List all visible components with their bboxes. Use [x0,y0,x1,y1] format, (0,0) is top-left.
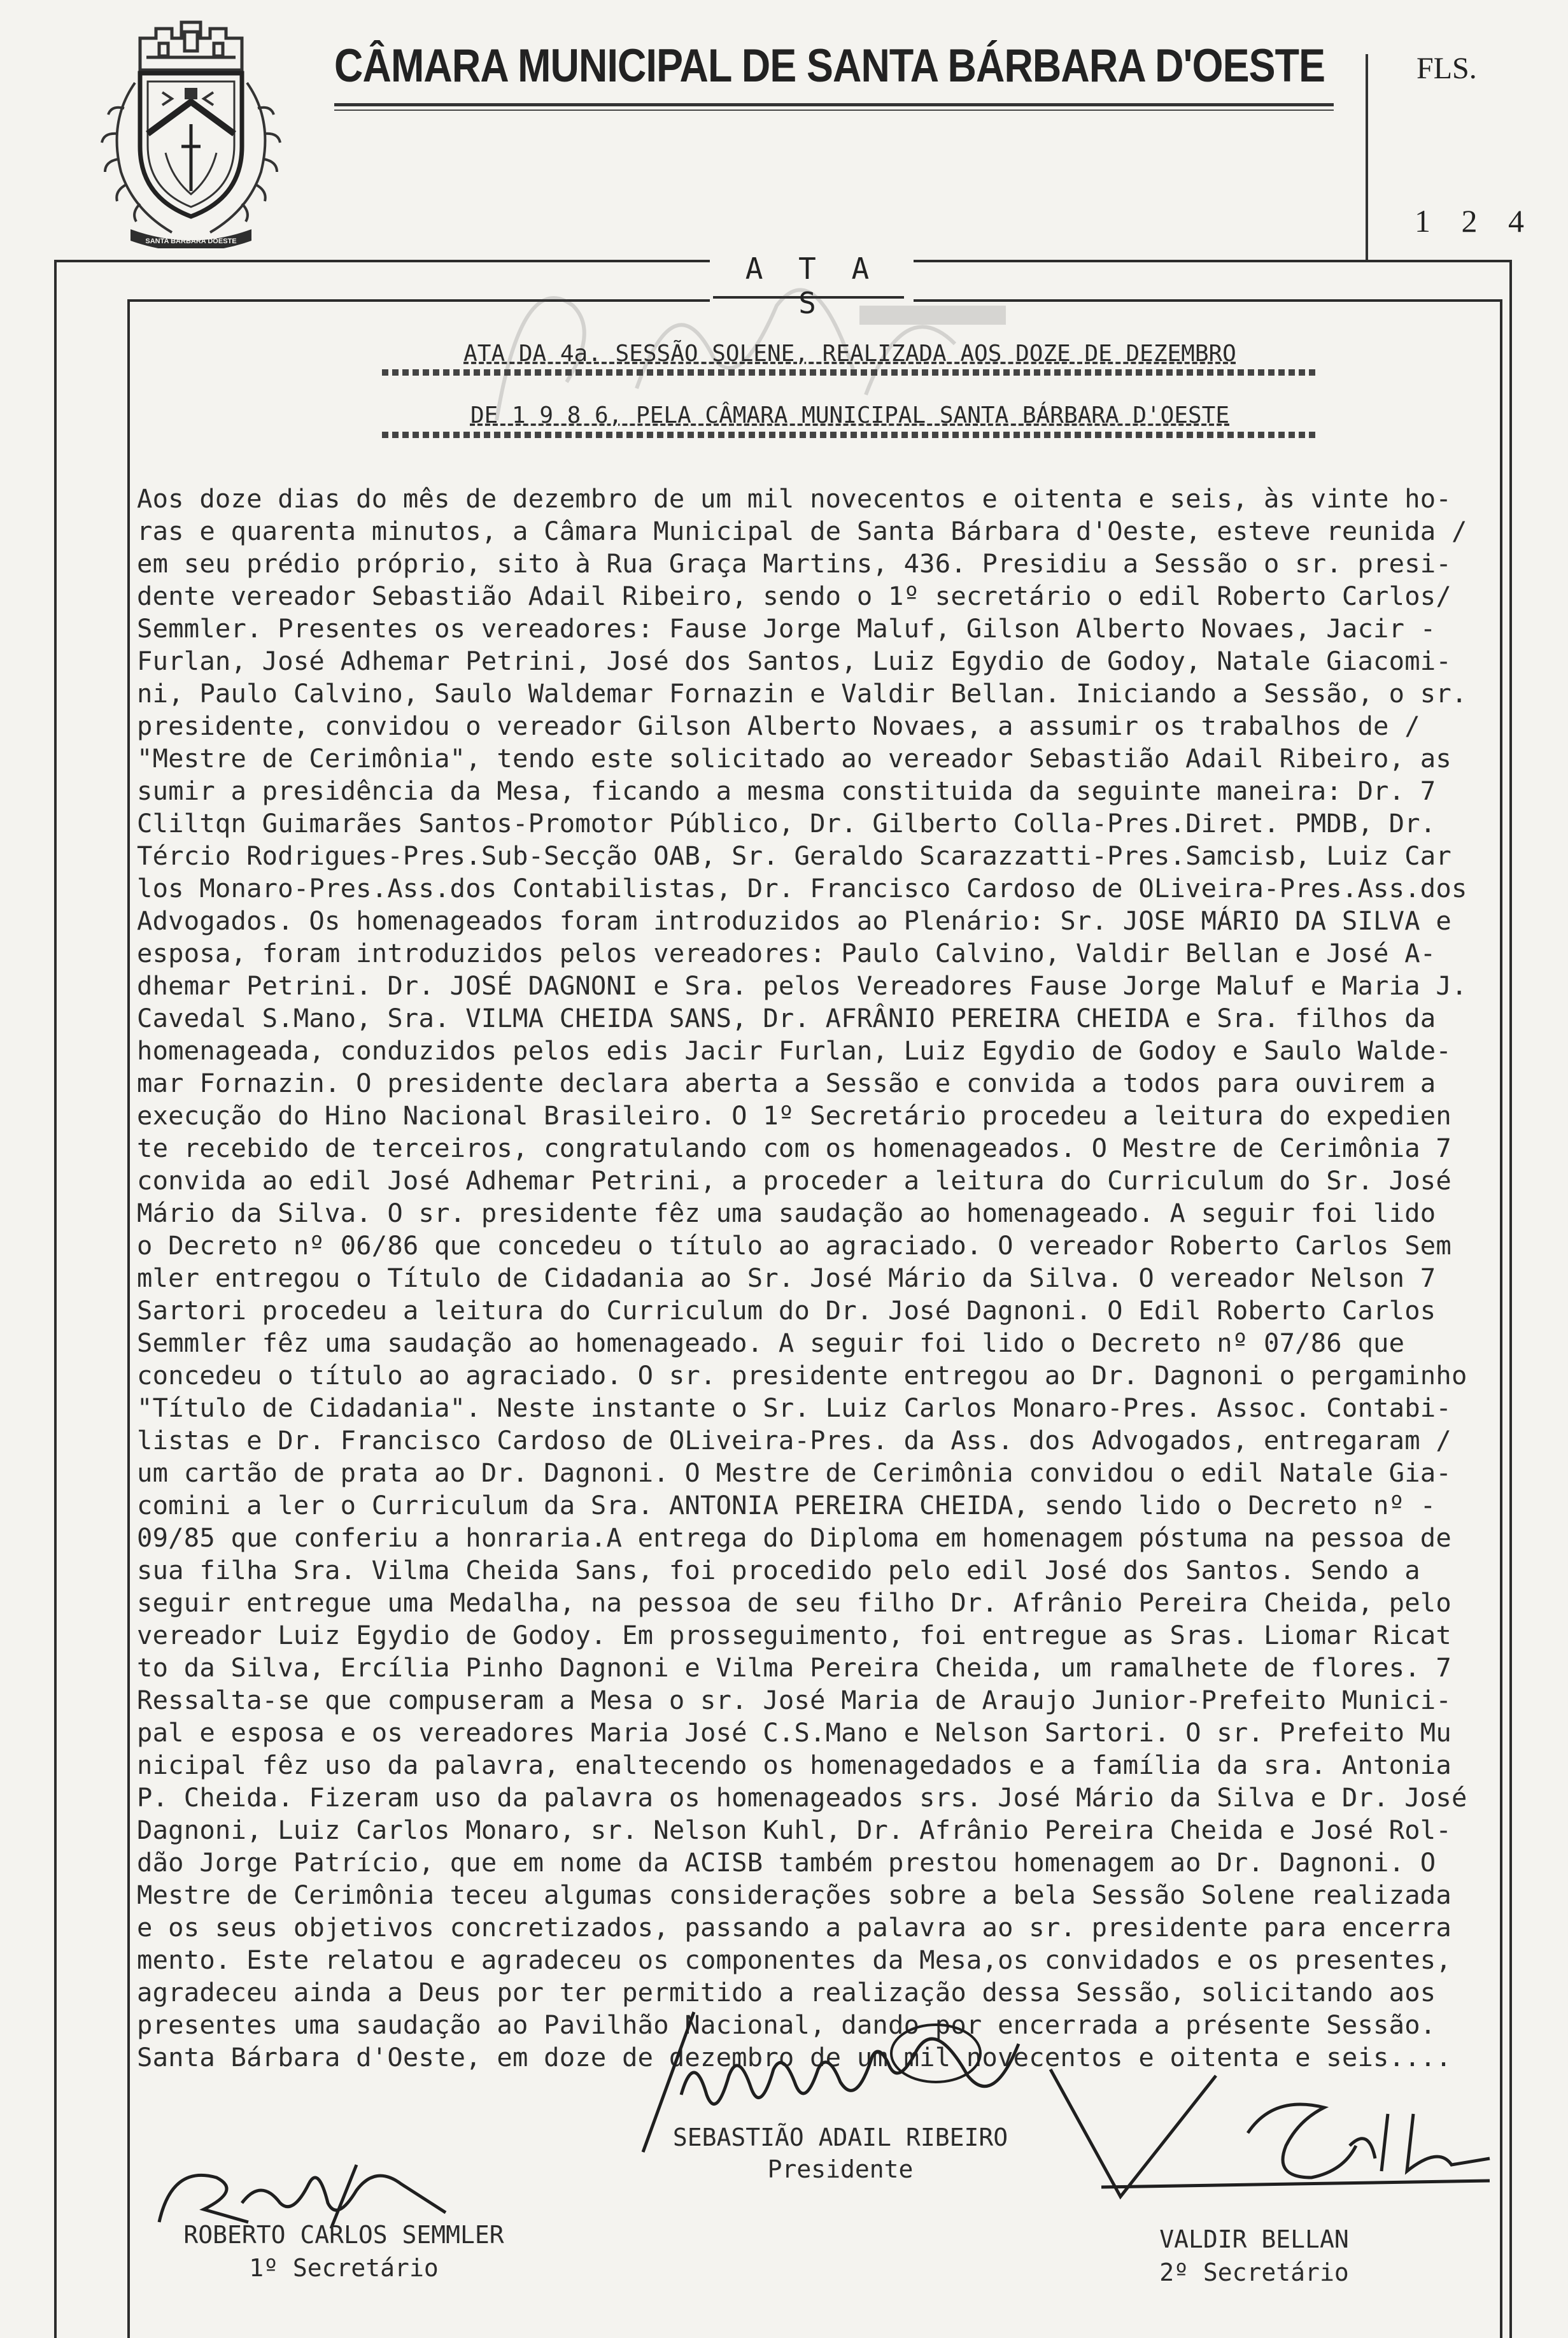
minutes-line: dhemar Petrini. Dr. JOSÉ DAGNONI e Sra. pelos Vereadores Fause Jorge Maluf e Maria J. [137,970,1467,1001]
minutes-line: Sartori procedeu a leitura do Curriculum do Dr. José Dagnoni. O Edil Roberto Carlos [137,1295,1436,1326]
header-underline-thin [334,110,1334,111]
minutes-line: Semmler fêz uma saudação ao homenageado. A seguir foi lido o Decreto nº 07/86 que [137,1328,1405,1358]
subject-dashes-2 [382,432,1318,438]
minutes-line: comini a ler o Curriculum da Sra. ANTONIA PEREIRA CHEIDA, sendo lido o Decreto nº - [137,1490,1436,1520]
minutes-line: agradeceu ainda a Deus por ter permitido a realização dessa Sessão, solicitando aos [137,1977,1436,2008]
minutes-line: P. Cheida. Fizeram uso da palavra os homenageados srs. José Mário da Silva e Dr. José [137,1782,1467,1813]
minutes-line: convida ao edil José Adhemar Petrini, a proceder a leitura do Curriculum do Sr. José [137,1165,1451,1196]
minutes-line: Ressalta-se que compuseram a Mesa o sr. José Maria de Araujo Junior-Prefeito Munici- [137,1685,1451,1715]
minutes-line: o Decreto nº 06/86 que concedeu o título ao agraciado. O vereador Roberto Carlos Sem [137,1230,1451,1261]
svg-text:SANTA BARBARA DOESTE: SANTA BARBARA DOESTE [145,237,237,245]
minutes-line: execução do Hino Nacional Brasileiro. O 1º Secretário procedeu a leitura do expedien [137,1100,1451,1131]
second-secretary-signature [1044,2050,1502,2216]
minutes-line: to da Silva, Ercília Pinho Dagnoni e Vilma Pereira Cheida, um ramalhete de flores. 7 [137,1652,1451,1683]
minutes-line: esposa, foram introduzidos pelos vereadores: Paulo Calvino, Valdir Bellan e José A- [137,938,1436,968]
minutes-line: Dagnoni, Luiz Carlos Monaro, sr. Nelson Kuhl, Dr. Afrânio Pereira Cheida e José Rol- [137,1815,1451,1845]
minutes-line: presentes uma saudação ao Pavilhão Nacional, dando por encerrada a présente Sessão. [137,2009,1436,2040]
header-underline [334,103,1334,106]
folio-number: 1 2 4 [1415,203,1536,239]
president-name: SEBASTIÃO ADAIL RIBEIRO [672,2123,1008,2151]
minutes-line: Santa Bárbara d'Oeste, em doze de dezembro de um mil novecentos e oitenta e seis.... [137,2042,1451,2072]
minutes-line: homenageada, conduzidos pelos edis Jacir Furlan, Luiz Egydio de Godoy e Saulo Walde- [137,1035,1451,1066]
minutes-line: ni, Paulo Calvino, Saulo Waldemar Fornazin e Valdir Bellan. Iniciando a Sessão, o sr. [137,678,1467,709]
header-divider [1366,54,1368,261]
minutes-line: Mestre de Cerimônia teceu algumas considerações sobre a bela Sessão Solene realizada [137,1880,1451,1910]
minutes-line: te recebido de terceiros, congratulando com os homenageados. O Mestre de Cerimônia 7 [137,1133,1451,1163]
minutes-line: los Monaro-Pres.Ass.dos Contabilistas, Dr. Francisco Cardoso de OLiveira-Pres.Ass.dos [137,873,1467,903]
minutes-line: Cliltqn Guimarães Santos-Promotor Público, Dr. Gilberto Colla-Pres.Diret. PMDB, Dr. [137,808,1436,839]
first-secretary-role: 1º Secretário [249,2254,439,2282]
minutes-line: Mário da Silva. O sr. presidente fêz uma saudação ao homenageado. A seguir foi lido [137,1198,1436,1228]
minutes-body [137,483,1506,2074]
minutes-line: mler entregou o Título de Cidadania ao Sr. José Mário da Silva. O vereador Nelson 7 [137,1263,1436,1293]
subject-line-1: ATA DA 4a. SESSÃO SOLENE, REALIZADA AOS DOZE DE DEZEMBRO [463,341,1236,367]
minutes-line: "Título de Cidadania". Neste instante o Sr. Luiz Carlos Monaro-Pres. Assoc. Contabi- [137,1392,1451,1423]
minutes-line: mento. Este relatou e agradeceu os componentes da Mesa,os convidados e os presentes, [137,1945,1451,1975]
minutes-line: dão Jorge Patrício, que em nome da ACISB também prestou homenagem ao Dr. Dagnoni. O [137,1847,1436,1878]
minutes-line: Aos doze dias do mês de dezembro de um mil novecentos e oitenta e seis, às vinte ho- [137,483,1451,514]
institution-title: CÂMARA MUNICIPAL DE SANTA BÁRBARA D'OESTE [334,40,1325,92]
minutes-line: Semmler. Presentes os vereadores: Fause Jorge Maluf, Gilson Alberto Novaes, Jacir - [137,613,1436,644]
minutes-line: em seu prédio próprio, sito à Rua Graça Martins, 436. Presidiu a Sessão o sr. presi- [137,548,1451,579]
minutes-line: um cartão de prata ao Dr. Dagnoni. O Mestre de Cerimônia convidou o edil Natale Gia- [137,1457,1451,1488]
first-secretary-name: ROBERTO CARLOS SEMMLER [183,2221,504,2249]
minutes-line: mar Fornazin. O presidente declara aberta a Sessão e convida a todos para ouvirem a [137,1068,1436,1098]
minutes-line: e os seus objetivos concretizados, passando a palavra ao sr. presidente para encerra [137,1912,1451,1943]
minutes-line: dente vereador Sebastião Adail Ribeiro, sendo o 1º secretário o edil Roberto Carlos/ [137,581,1451,611]
minutes-line: concedeu o título ao agraciado. O sr. presidente entregou ao Dr. Dagnoni o pergaminho [137,1360,1467,1391]
minutes-line: nicipal fêz uso da palavra, enaltecendo os homenagedados e a família da sra. Antonia [137,1750,1451,1780]
minutes-line: Advogados. Os homenageados foram introduzidos ao Plenário: Sr. JOSE MÁRIO DA SILVA e [137,905,1451,936]
minutes-line: vereador Luiz Egydio de Godoy. Em prosseguimento, foi entregue as Sras. Liomar Ricat [137,1620,1451,1650]
subject-dashes-1 [382,369,1318,376]
section-title: A T A S [745,252,879,320]
minutes-line: "Mestre de Cerimônia", tendo este solicitado ao vereador Sebastião Adail Ribeiro, as [137,743,1451,774]
subject-line-2: DE 1 9 8 6, PELA CÂMARA MUNICIPAL SANTA BÁRBARA D'OESTE [470,402,1230,429]
second-secretary-role: 2º Secretário [1159,2258,1349,2286]
minutes-line: Furlan, José Adhemar Petrini, José dos Santos, Luiz Egydio de Godoy, Natale Giacomi- [137,646,1451,676]
president-role: Presidente [767,2155,914,2183]
minutes-line: pal e esposa e os vereadores Maria José C.S.Mano e Nelson Sartori. O sr. Prefeito Mu [137,1717,1451,1748]
minutes-line: seguir entregue uma Medalha, na pessoa de seu filho Dr. Afrânio Pereira Cheida, pelo [137,1587,1451,1618]
minutes-line: sua filha Sra. Vilma Cheida Sans, foi procedido pelo edil José dos Santos. Sendo a [137,1555,1420,1585]
minutes-line: ras e quarenta minutos, a Câmara Municipal de Santa Bárbara d'Oeste, esteve reunida / [137,516,1467,546]
second-secretary-name: VALDIR BELLAN [1159,2225,1349,2253]
fls-label: FLS. [1416,52,1477,85]
minutes-line: Tércio Rodrigues-Pres.Sub-Secção OAB, Sr. Geraldo Scarazzatti-Pres.Samcisb, Luiz Car [137,840,1451,871]
minutes-line: Cavedal S.Mano, Sra. VILMA CHEIDA SANS, Dr. AFRÂNIO PEREIRA CHEIDA e Sra. filhos da [137,1003,1436,1033]
minutes-line: presidente, convidou o vereador Gilson Alberto Novaes, a assumir os trabalhos de / [137,711,1420,741]
minutes-line: sumir a presidência da Mesa, ficando a mesma constituida da seguinte maneira: Dr. 7 [137,776,1436,806]
minutes-line: 09/85 que conferiu a honraria.A entrega do Diploma em homenagem póstuma na pessoa de [137,1522,1451,1553]
minutes-line: listas e Dr. Francisco Cardoso de OLiveira-Pres. da Ass. dos Advogados, entregaram / [137,1425,1451,1456]
municipal-crest-logo [95,13,286,248]
